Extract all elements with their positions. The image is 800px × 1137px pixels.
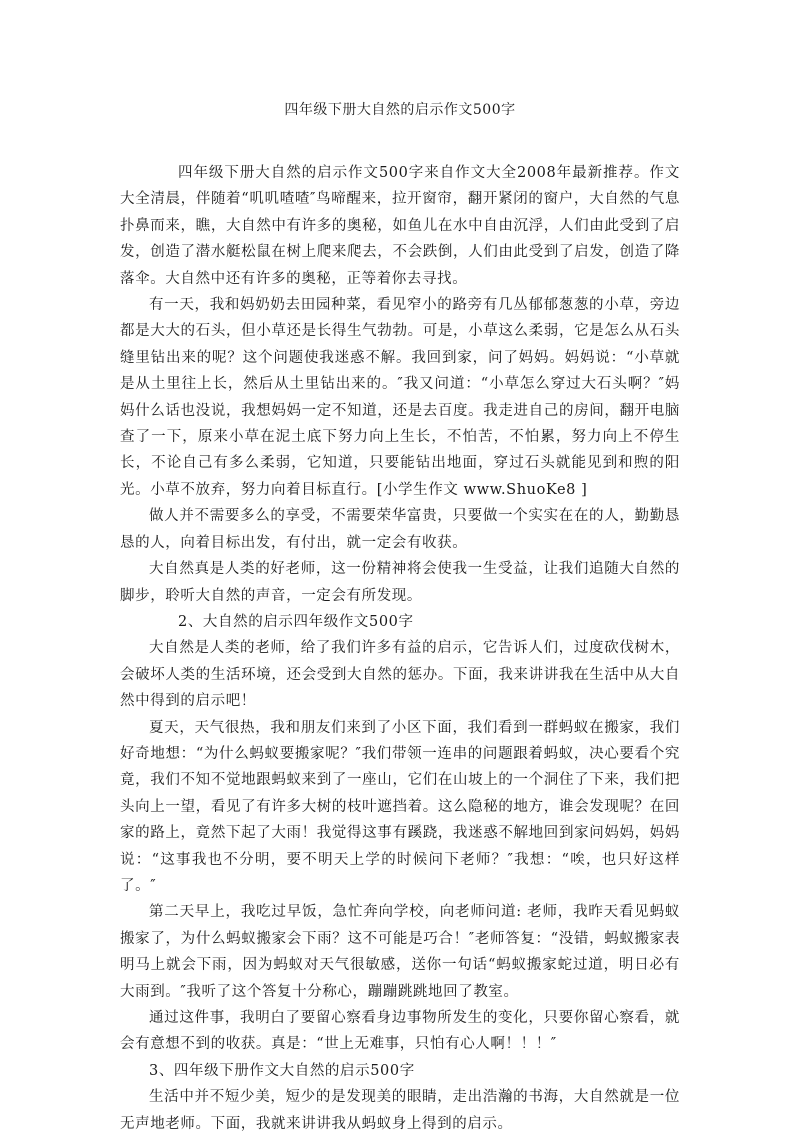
paragraph-ask-teacher: 第二天早上，我吃过早饭，急忙奔向学校，向老师问道: 老师，我昨天看见蚂蚁搬家了，为什么蚂蚁搬家会下雨？这不可能是巧合！″老师答复：“没错，蚂蚁搬家表明马上就会下雨，因为蚂蚁对天气很敏感，送你一句话“蚂蚁搬家蛇过道，明日必有大雨到。″我听了这个答复十分称心，蹦蹦跳跳地回了教室。 [120, 904, 680, 1000]
paragraph-conclusion: 通过这件事，我明白了要留心察看身边事物所发生的变化，只要你留心察看，就会有意想不到的收获。真是：“世上无难事，只怕有心人啊！！！″ [120, 1010, 680, 1053]
page-title: 四年级下册大自然的启示作文500字 [284, 102, 516, 118]
paragraph-intro: 四年级下册大自然的启示作文500字来自作文大全2008年最新推荐。作文大全清晨，伴随着“叽叽喳喳″鸟啼醒来，拉开窗帘，翻开紧闭的窗户，大自然的气息扑鼻而来，瞧，大自然中有许多的奥秘，如鱼儿在水中自由沉浮，人们由此受到了启发，创造了潜水艇松鼠在树上爬来爬去，不会跌倒，人们由此受到了启发，创造了降落伞。大自然中还有许多的奥秘，正等着你去寻找。 [120, 165, 680, 287]
paragraph-section2-intro: 大自然是人类的老师，给了我们许多有益的启示，它告诉人们，过度砍伐树木，会破坏人类的生活环境，还会受到大自然的惩办。下面，我来讲讲我在生活中从大自然中得到的启示吧！ [120, 640, 680, 710]
section-heading-3: 3、四年级下册作文大自然的启示500字 [149, 1062, 415, 1079]
paragraph-grass-story: 有一天，我和妈奶奶去田园种菜，看见窄小的路旁有几丛郁郁葱葱的小草，旁边都是大大的石头，但小草还是长得生气勃勃。可是，小草这么柔弱，它是怎么从石头缝里钻出来的呢？这个问题使我迷惑不解。我回到家，问了妈妈。妈妈说：“小草就是从土里往上长，然后从土里钻出来的。″我又问道：“小草怎么穿过大石头啊？″妈妈什么话也没说，我想妈妈一定不知道，还是去百度。我走进自己的房间，翻开电脑查了一下，原来小草在泥土底下努力向上生长，不怕苦，不怕累，努力向上不停生长，不论自己有多么柔弱，它知道，只要能钻出地面，穿过石头就能见到和煦的阳光。小草不放弃，努力向着目标直行。[小学生作文 www.ShuoKe8 ] [120, 297, 680, 498]
paragraph-nature-teacher: 大自然真是人类的好老师，这一份精神将会使我一生受益，让我们追随大自然的脚步，聆听大自然的声音，一定会有所发现。 [120, 561, 680, 604]
paragraph-section3-intro: 生活中并不短少美，短少的是发现美的眼睛，走出浩瀚的书海，大自然就是一位无声地老师。下面，我就来讲讲我从蚂蚁身上得到的启示。 [120, 1089, 680, 1132]
paragraph-life-lesson: 做人并不需要多么的享受，不需要荣华富贵，只要做一个实实在在的人，勤勤恳恳的人，向着目标出发，有付出，就一定会有收获。 [120, 508, 680, 551]
section-heading-2: 2、大自然的启示四年级作文500字 [178, 613, 414, 630]
paragraph-ants-summer: 夏天，天气很热，我和朋友们来到了小区下面，我们看到一群蚂蚁在搬家，我们好奇地想：“为什么蚂蚁要搬家呢？″我们带领一连串的问题跟着蚂蚁，决心要看个究竟，我们不知不觉地跟蚂蚁来到了一座山，它们在山坡上的一个洞住了下来，我们把头向上一望，看见了有许多大树的枝叶遮挡着。这么隐秘的地方，谁会发现呢？在回家的路上，竟然下起了大雨！我觉得这事有蹊跷，我迷惑不解地回到家问妈妈，妈妈说：“这事我也不分明，要不明天上学的时候问下老师？″我想：“唉，也只好这样了。″ [120, 719, 680, 894]
document-body [120, 160, 680, 1137]
